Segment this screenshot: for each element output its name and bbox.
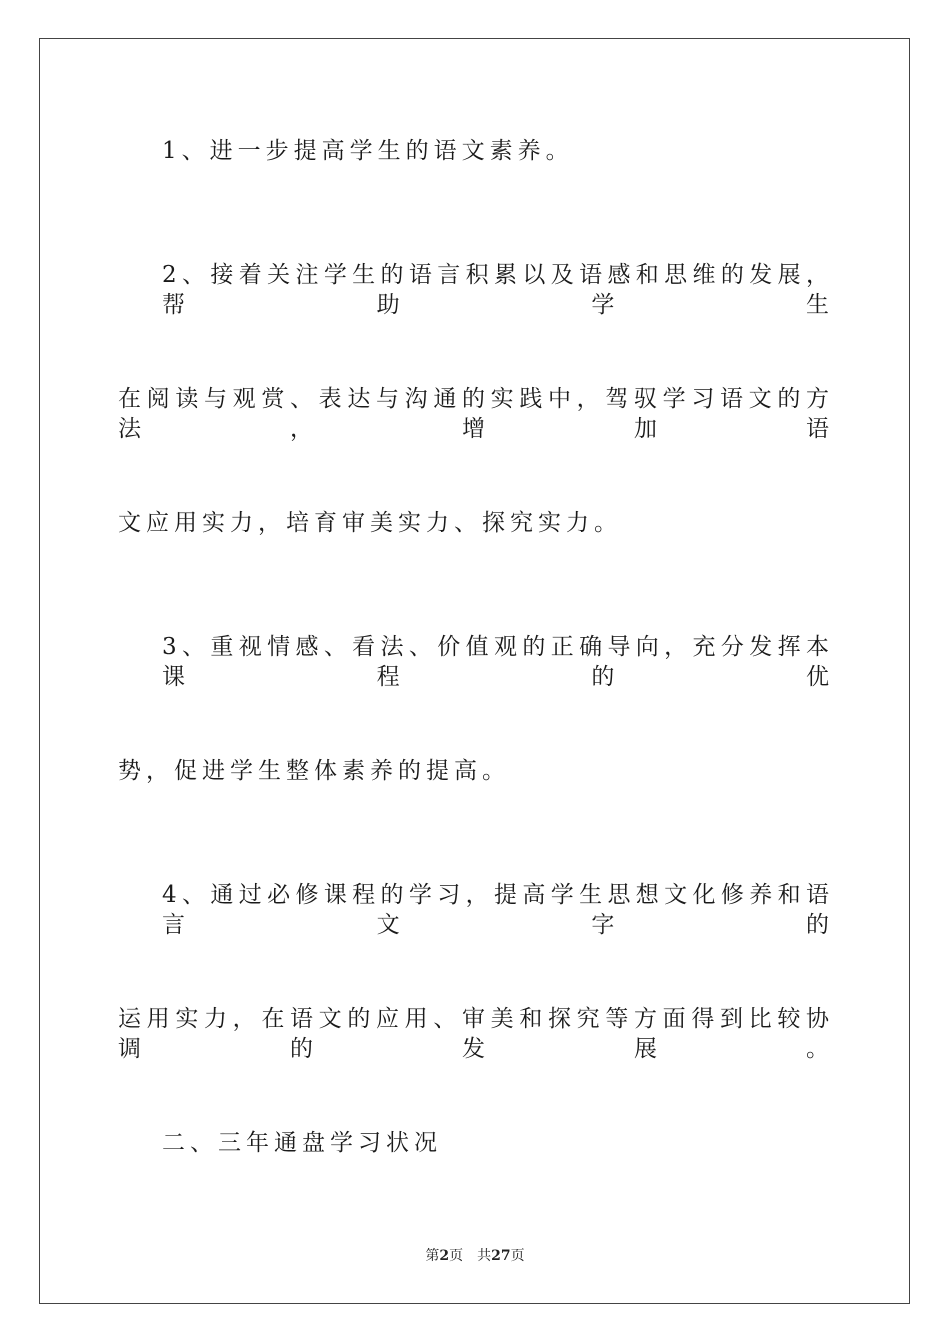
paragraph-line-4: 文应用实力，培育审美实力、探究实力。	[118, 510, 622, 536]
paragraph-line-5: 3、重视情感、看法、价值观的正确导向，充分发挥本课程的优	[162, 634, 834, 690]
page-suffix: 页	[449, 1248, 464, 1264]
paragraph-line-3: 在阅读与观赏、表达与沟通的实践中，驾驭学习语文的方法，增加语	[118, 386, 834, 442]
page-footer	[0, 1247, 950, 1265]
paragraph-line-8: 运用实力，在语文的应用、审美和探究等方面得到比较协调的发展。	[118, 1006, 834, 1062]
total-page-count: 27	[491, 1248, 511, 1264]
current-page-number: 2	[439, 1248, 450, 1264]
paragraph-line-6: 势，促进学生整体素养的提高。	[118, 758, 510, 784]
paragraph-line-7: 4、通过必修课程的学习，提高学生思想文化修养和语言文字的	[162, 882, 834, 938]
paragraph-line-1: 1、进一步提高学生的语文素养。	[162, 138, 574, 164]
total-suffix: 页	[510, 1248, 525, 1264]
page-prefix: 第	[425, 1248, 440, 1264]
total-prefix: 共	[477, 1248, 492, 1264]
section-heading: 二、三年通盘学习状况	[162, 1130, 442, 1156]
paragraph-line-2: 2、接着关注学生的语言积累以及语感和思维的发展，帮助学生	[162, 262, 834, 318]
